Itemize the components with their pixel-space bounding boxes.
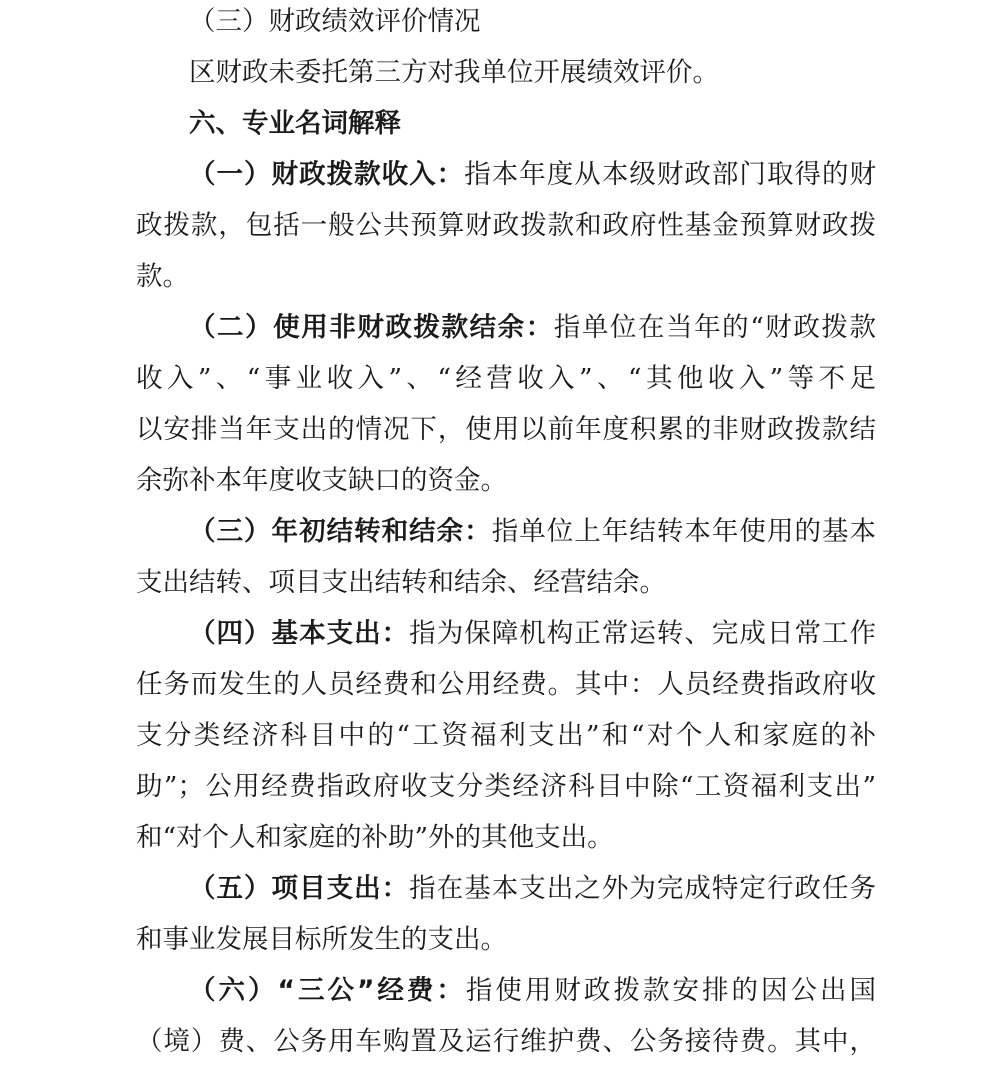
term-paragraph-line (136, 965, 876, 1016)
term-label: （一）财政拨款收入： (189, 159, 465, 190)
term-label: （五）项目支出： (189, 873, 410, 904)
paragraph-line: 以安排当年支出的情况下，使用以前年度积累的非财政拨款结 (136, 414, 876, 445)
subsection-title: （三）财政绩效评价情况 (189, 6, 481, 37)
term-paragraph-line (136, 149, 876, 200)
paragraph-line: 政拨款，包括一般公共预算财政拨款和政府性基金预算财政拨 (136, 210, 876, 241)
paragraph-line: 任务而发生的人员经费和公用经费。其中：人员经费指政府收 (136, 669, 876, 700)
paragraph-line: 和“对个人和家庭的补助”外的其他支出。 (136, 822, 614, 853)
term-label: （四）基本支出： (189, 618, 410, 649)
term-paragraph-line (136, 302, 876, 353)
term-text: 指使用财政拨款安排的因公出国 (465, 975, 876, 1006)
term-label: （二）使用非财政拨款结余： (189, 312, 554, 343)
paragraph-line: 余弥补本年度收支缺口的资金。 (136, 465, 507, 496)
term-paragraph-line (136, 863, 876, 914)
section-heading: 六、专业名词解释 (189, 108, 401, 139)
term-label: （三）年初结转和结余： (189, 516, 492, 547)
term-text: 指在基本支出之外为完成特定行政任务 (409, 873, 877, 904)
paragraph-line: 收入”、“事业收入”、“经营收入”、“其他收入”等不足 (136, 363, 876, 394)
term-paragraph-line (136, 608, 876, 659)
paragraph-line: 助”；公用经费指政府收支分类经济科目中除“工资福利支出” (136, 771, 876, 802)
term-paragraph-line (136, 506, 876, 557)
paragraph-text: 区财政未委托第三方对我单位开展绩效评价。 (189, 57, 719, 88)
term-text: 指单位上年结转本年使用的基本 (491, 516, 877, 547)
paragraph-line: （境）费、公务用车购置及运行维护费、公务接待费。其中， (136, 1026, 876, 1057)
paragraph-line: 支出结转、项目支出结转和结余、经营结余。 (136, 567, 666, 598)
term-text: 指为保障机构正常运转、完成日常工作 (409, 618, 877, 649)
paragraph-line: 款。 (136, 261, 189, 292)
term-text: 指单位在当年的“财政拨款 (553, 312, 876, 343)
term-text: 指本年度从本级财政部门取得的财 (464, 159, 877, 190)
paragraph-line: 和事业发展目标所发生的支出。 (136, 924, 507, 955)
paragraph-line: 支分类经济科目中的“工资福利支出”和“对个人和家庭的补 (136, 720, 876, 751)
document-page (136, 0, 876, 1067)
term-label: （六）“三公”经费： (189, 975, 466, 1006)
